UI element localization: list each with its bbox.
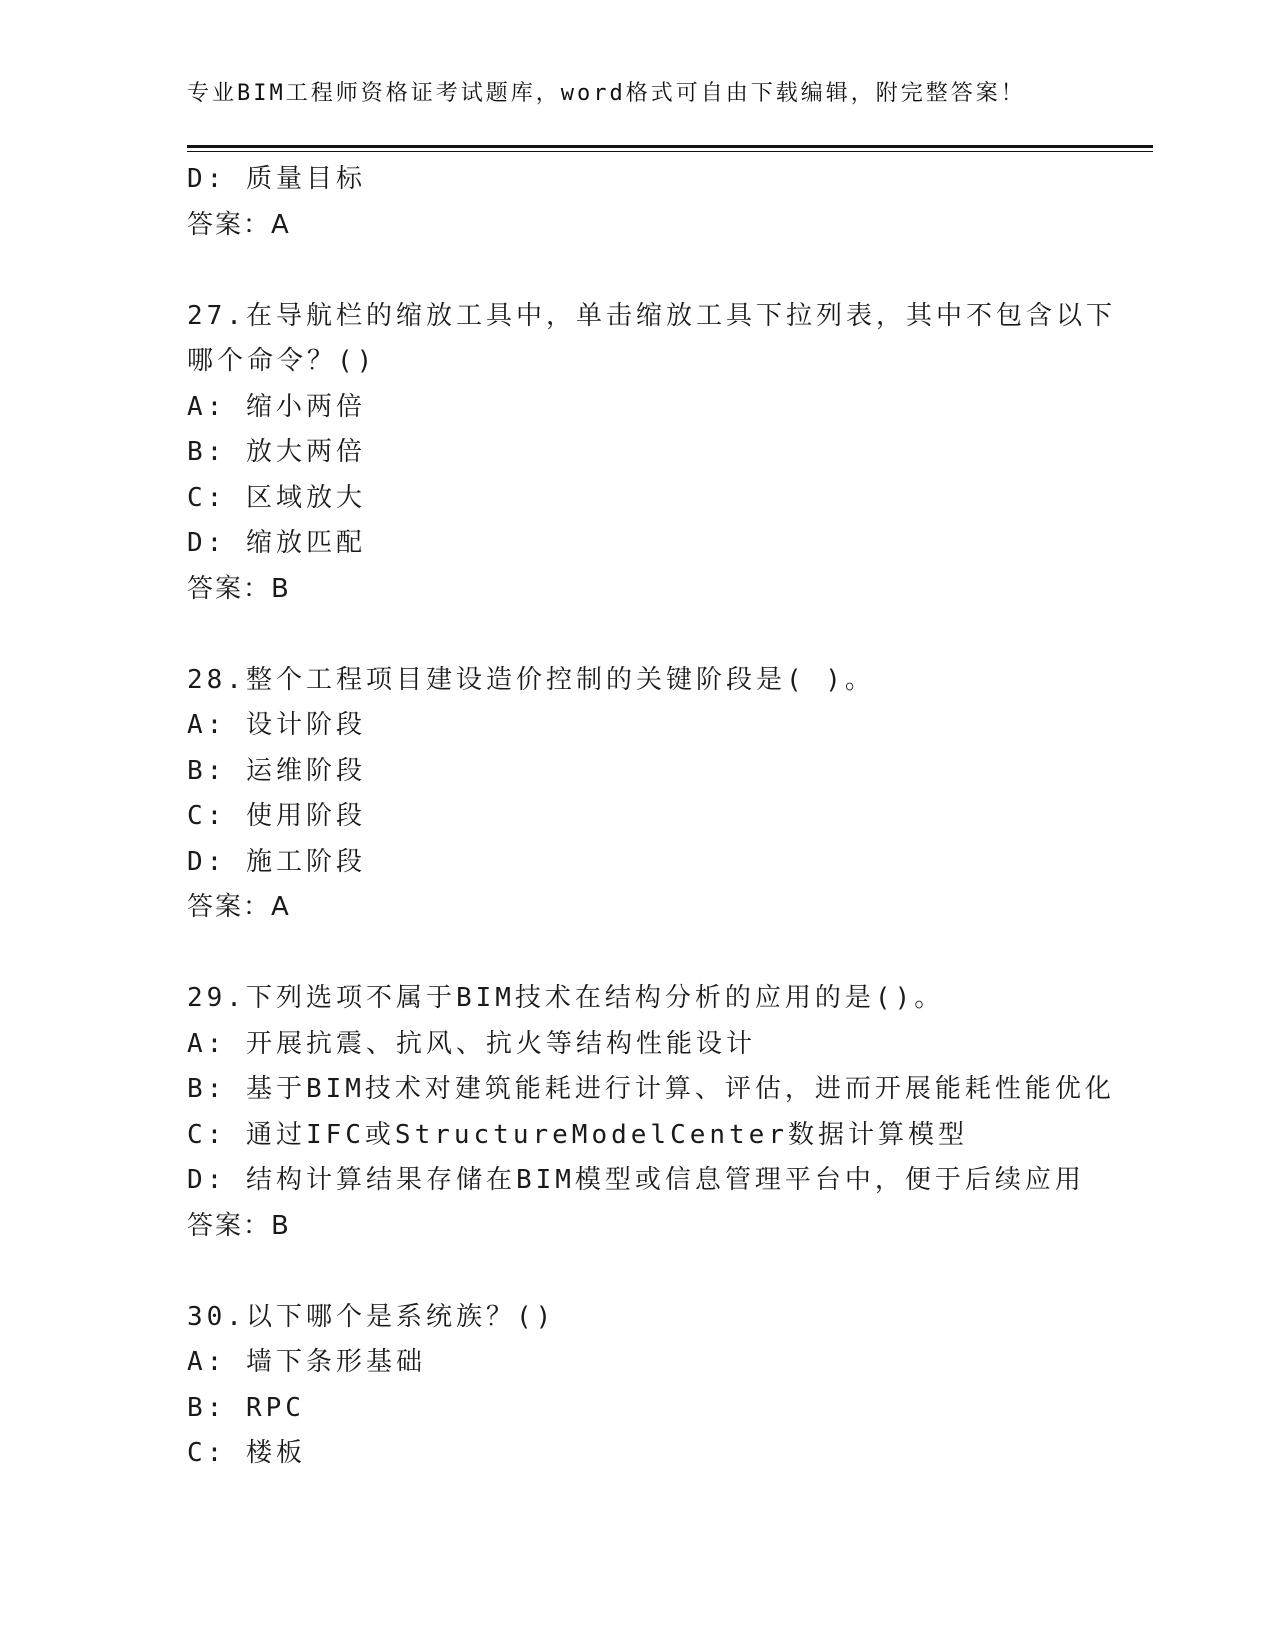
question-content [187, 157, 1116, 1477]
answer: 答案：B [187, 573, 291, 604]
question-29 [187, 976, 1115, 1249]
question-stem-cont: 哪个命令？() [187, 346, 377, 376]
option-b: B: 基于BIM技术对建筑能耗进行计算、评估，进而开展能耗性能优化 [187, 1074, 1115, 1104]
option-c: C: 通过IFC或StructureModelCenter数据计算模型 [187, 1119, 968, 1150]
page-header: 专业BIM工程师资格证考试题库，word格式可自由下载编辑，附完整答案！ [187, 81, 1026, 106]
question-stem: 29.下列选项不属于BIM技术在结构分析的应用的是()。 [187, 983, 945, 1013]
option-b: B: 放大两倍 [187, 437, 366, 467]
option-a: A: 墙下条形基础 [187, 1347, 426, 1377]
answer: 答案：B [187, 1210, 291, 1241]
header-rule-thin [187, 151, 1153, 152]
option-b: B: RPC [187, 1392, 305, 1423]
question-28 [187, 658, 1107, 931]
option-a: A: 缩小两倍 [187, 391, 366, 422]
spacer [187, 612, 1107, 658]
option-c: C: 使用阶段 [187, 801, 366, 831]
question-27 [187, 294, 1116, 613]
question-30 [187, 1295, 1107, 1477]
answer: 答案：A [187, 892, 291, 922]
prev-option-d: D: 质量目标 [187, 164, 366, 194]
option-a: A: 设计阶段 [187, 710, 366, 740]
prev-answer: 答案：A [187, 209, 291, 240]
option-c: C: 楼板 [187, 1438, 306, 1468]
spacer [187, 1249, 1107, 1295]
question-stem: 28.整个工程项目建设造价控制的关键阶段是( )。 [187, 664, 875, 695]
option-a: A: 开展抗震、抗风、抗火等结构性能设计 [187, 1028, 756, 1059]
option-d: D: 施工阶段 [187, 846, 366, 877]
question-stem: 30.以下哪个是系统族？() [187, 1301, 556, 1332]
option-d: D: 缩放匹配 [187, 528, 366, 558]
option-d: D: 结构计算结果存储在BIM模型或信息管理平台中，便于后续应用 [187, 1165, 1085, 1195]
header-rule-thick [187, 145, 1153, 148]
option-c: C: 区域放大 [187, 482, 366, 513]
question-stem: 27.在导航栏的缩放工具中，单击缩放工具下拉列表，其中不包含以下 [187, 300, 1116, 331]
spacer [187, 248, 1107, 294]
spacer [187, 931, 1107, 977]
option-b: B: 运维阶段 [187, 755, 366, 786]
